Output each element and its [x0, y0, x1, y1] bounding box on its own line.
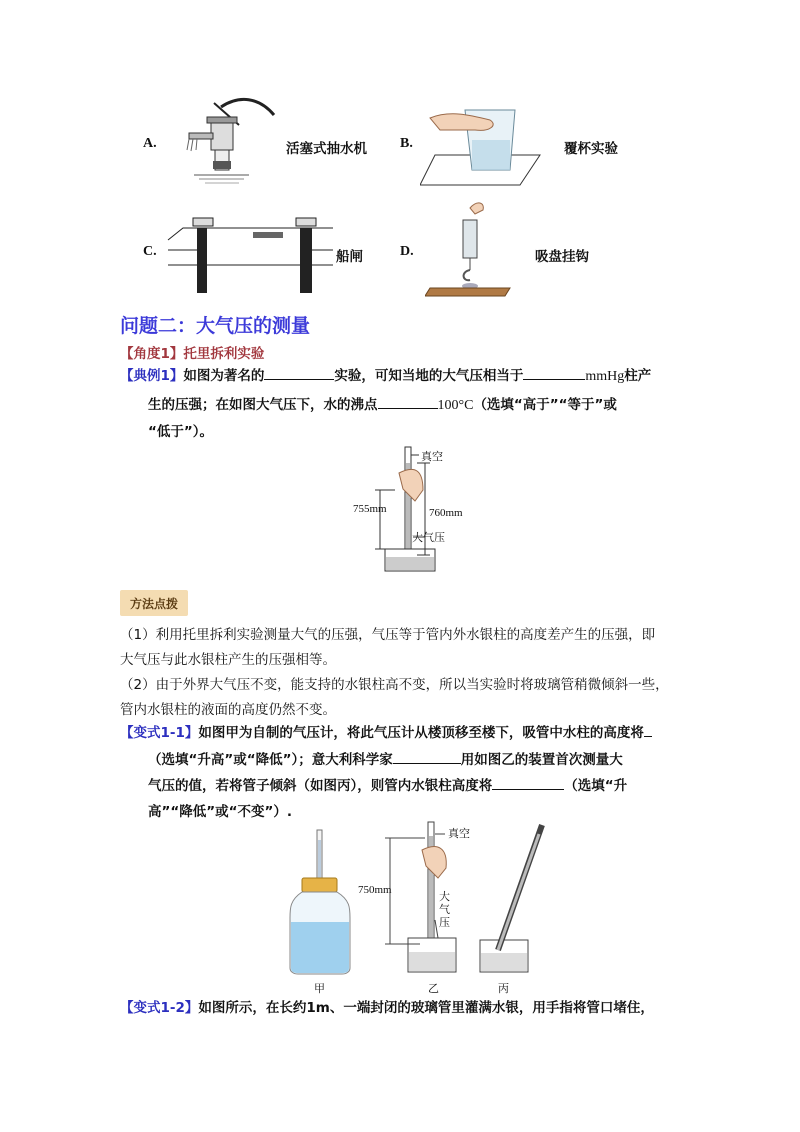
option-letter: C. — [143, 244, 157, 259]
option-letter: D. — [400, 244, 414, 259]
option-b — [400, 95, 640, 190]
ship-lock-illustration — [163, 210, 338, 295]
caption-yi: 乙 — [428, 982, 439, 995]
option-letter: B. — [400, 136, 413, 151]
option-name: 覆杯实验 — [564, 141, 618, 157]
answer-blank[interactable] — [264, 365, 334, 380]
example1-line2: 生的压强；在如图大气压下，水的沸点 100°C（选填“高于”“等于”或 — [148, 393, 617, 418]
variant12-tag: 【变式1-2】 — [120, 1000, 199, 1016]
section-title: 问题二：大气压的测量 — [120, 315, 311, 337]
answer-blank[interactable] — [644, 722, 652, 737]
example1-line1: 【典例1】如图为著名的 实验，可知当地的大气压相当于 mmHg柱产 — [120, 364, 651, 389]
vacuum-label: 真空 — [448, 827, 470, 840]
angle-label: 【角度1】托里拆利实验 — [120, 346, 265, 362]
variant12-line1: 【变式1-2】如图所示，在长约1m、一端封闭的玻璃管里灌满水银，用手指将管口堵住， — [120, 1000, 654, 1016]
example1-tag: 【典例1】 — [120, 368, 184, 384]
variant11-line1: 【变式1-1】如图甲为自制的气压计，将此气压计从楼顶移至楼下，吸管中水柱的高度将 — [120, 721, 652, 746]
answer-blank[interactable] — [378, 394, 438, 409]
tip-line: （2）由于外界大气压不变，能支持的水银柱高不变，所以当实验时将玻璃管稍微倾斜一些， — [120, 677, 669, 693]
torricelli-figure — [355, 445, 480, 575]
suction-hook-illustration — [425, 200, 515, 300]
height-760-label: 760mm — [429, 507, 463, 519]
variant11-line2: （选填“升高”或“降低”）；意大利科学家 用如图乙的装置首次测量大 — [148, 748, 623, 773]
variant11-line4: 高”“降低”或“不变”）. — [148, 804, 292, 820]
option-c — [143, 210, 383, 300]
answer-blank[interactable] — [523, 365, 585, 380]
caption-bing: 丙 — [498, 982, 509, 995]
option-name: 吸盘挂钩 — [535, 249, 589, 265]
option-name: 船闸 — [336, 249, 363, 265]
variant11-line3: 气压的值，若将管子倾斜（如图丙），则管内水银柱高度将 （选填“升 — [148, 774, 627, 799]
example1-line3: “低于”）。 — [148, 424, 213, 440]
answer-blank[interactable] — [393, 749, 461, 764]
atm-label: 大气压 — [412, 531, 445, 544]
option-letter: A. — [143, 136, 157, 151]
height-750-label: 750mm — [358, 884, 392, 896]
tip-line: 管内水银柱的液面的高度仍然不变。 — [120, 702, 336, 718]
barometer-apparatus — [280, 820, 550, 995]
piston-pump-illustration — [169, 95, 279, 185]
tip-line: 大气压与此水银柱产生的压强相等。 — [120, 652, 336, 668]
barometer-figure — [280, 820, 550, 995]
option-a — [143, 95, 373, 185]
caption-jia: 甲 — [314, 982, 325, 995]
height-755-label: 755mm — [353, 503, 387, 515]
variant11-tag: 【变式1-1】 — [120, 725, 199, 741]
method-tip-badge: 方法点拨 — [120, 590, 188, 616]
answer-blank[interactable] — [492, 775, 564, 790]
tip-line: （1）利用托里拆利实验测量大气的压强，气压等于管内外水银柱的高度差产生的压强，即 — [120, 627, 656, 643]
option-d — [400, 200, 640, 300]
inverted-cup-illustration — [420, 100, 545, 190]
atm-label: 大 气 压 — [439, 890, 450, 929]
vacuum-label: 真空 — [421, 450, 443, 463]
option-name: 活塞式抽水机 — [286, 141, 367, 157]
